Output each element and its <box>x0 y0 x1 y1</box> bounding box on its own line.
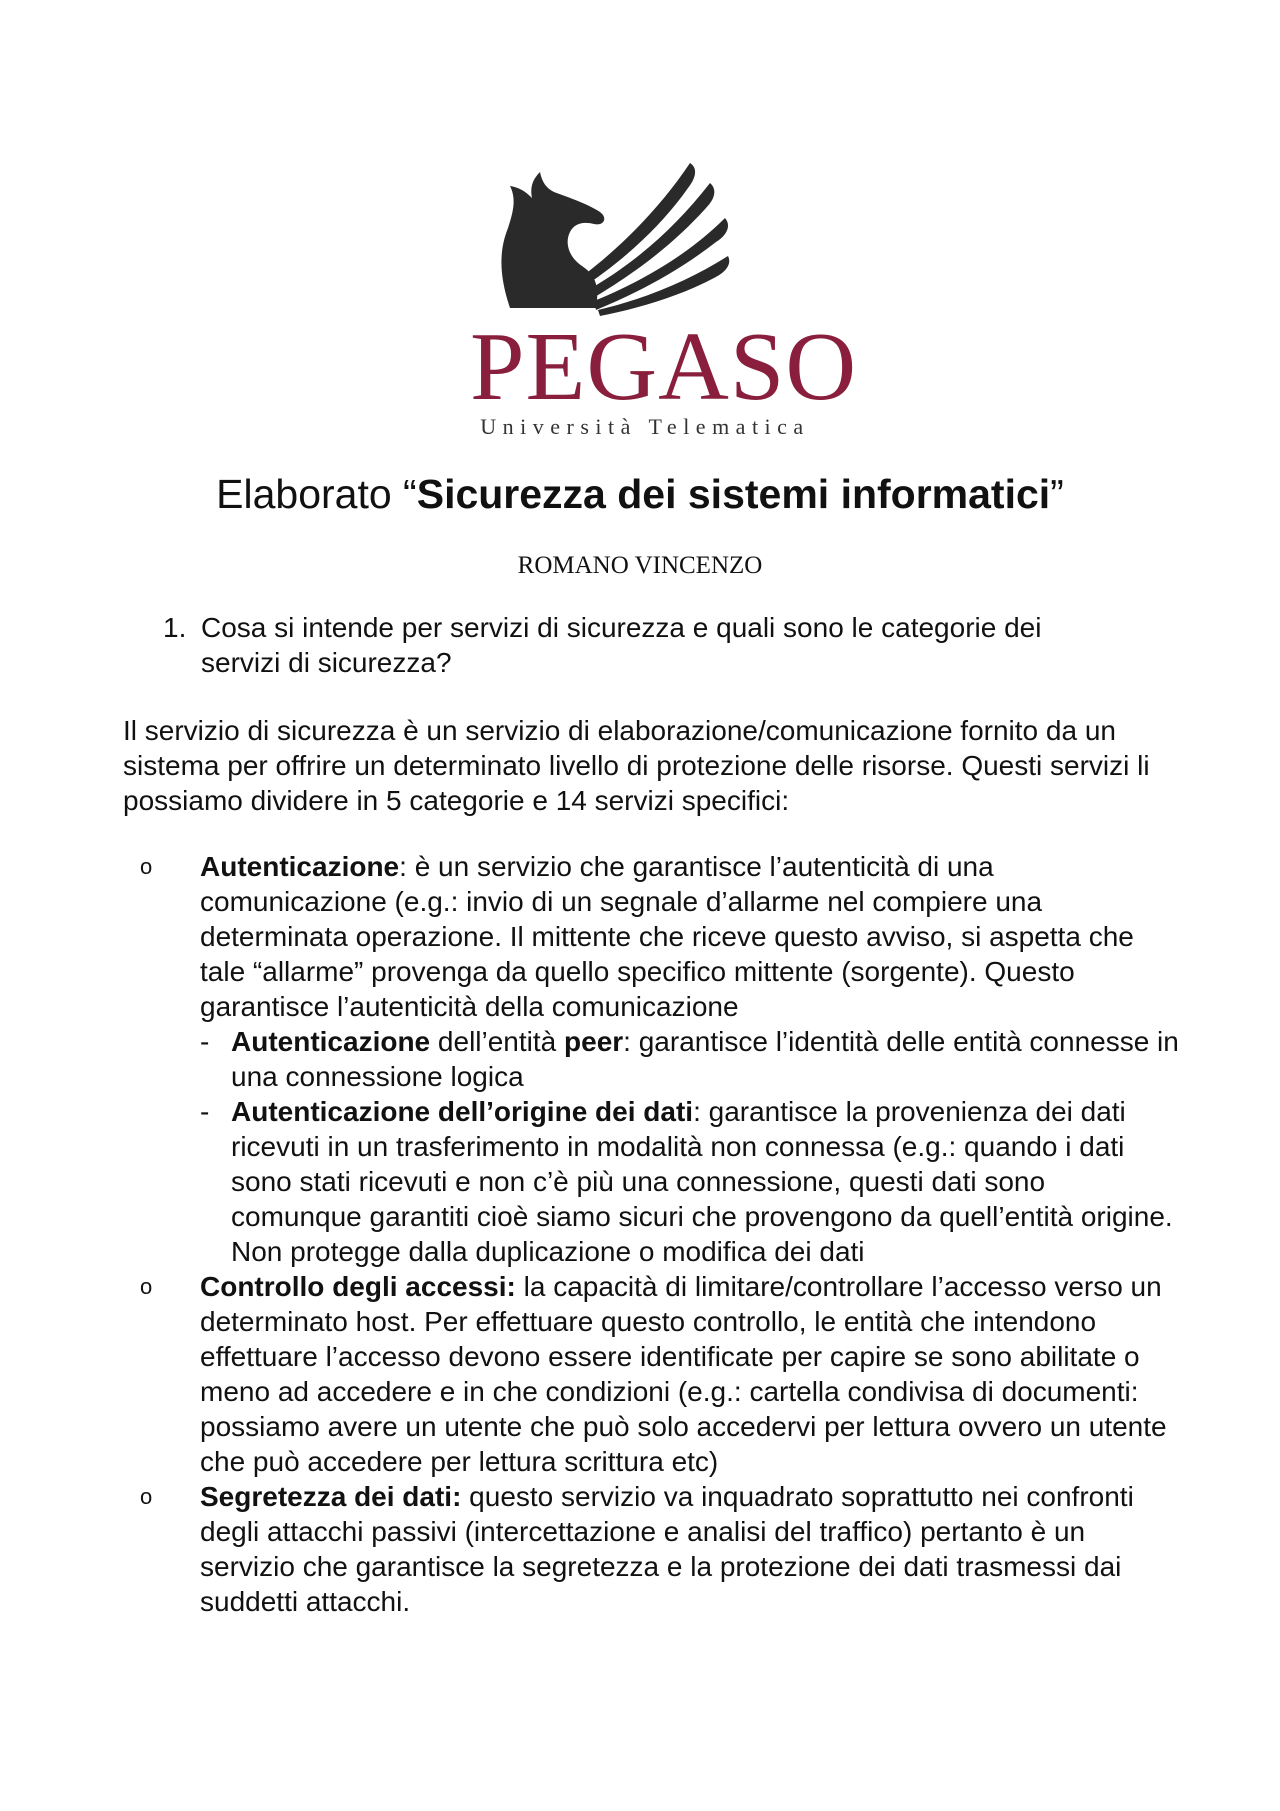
title-prefix: Elaborato “ <box>216 471 417 517</box>
logo-subtitle: Università Telematica <box>480 414 810 439</box>
bullet-heading: Segretezza dei dati: <box>200 1481 462 1512</box>
title-bold: Sicurezza dei sistemi informatici <box>416 471 1051 517</box>
intro-paragraph: Il servizio di sicurezza è un servizio di elaborazione/comunicazione fornito da un sistema per offrire un determinato livello di protezione delle risorse. Questi servizi li possiamo dividere in 5 categorie e 14 servizi specifici: <box>123 715 1150 816</box>
bullet-body: : è un servizio che garantisce l’autenticità di una comunicazione (e.g.: invio di un segnale d’allarme nel compiere una determinata operazione. Il mittente che riceve questo avviso, si aspetta che tale “allarme” provenga da quello specifico mittente (sorgente). Questo garantisce l’autenticità della comunicazione <box>200 851 1134 1022</box>
list-item <box>0 849 1280 1269</box>
question-number: 1. <box>163 612 187 643</box>
sub-text <box>231 1094 1181 1269</box>
bullet-text <box>200 1269 1180 1479</box>
sub-body-2: : garantisce l’identità delle entità connesse in una connessione logica <box>231 1026 1179 1092</box>
pegasus-icon <box>470 158 820 318</box>
title-suffix: ” <box>1050 471 1064 517</box>
bullet-body: la capacità di limitare/controllare l’accesso verso un determinato host. Per effettuare questo controllo, le entità che intendono effettuare l’accesso devono essere identificate per capire se sono abilitate o meno ad accedere e in che condizioni (e.g.: cartella condivisa di documenti: possiamo avere un utente che può solo accedervi per lettura ovvero un utente che può accedere per lettura scrittura etc) <box>200 1271 1167 1477</box>
document-title <box>0 470 1280 519</box>
university-logo <box>470 158 858 448</box>
bullet-body: questo servizio va inquadrato soprattutto nei confronti degli attacchi passivi (intercettazione e analisi del traffico) pertanto è un servizio che garantisce la segretezza e la protezione dei dati trasmessi dai suddetti attacchi. <box>200 1481 1134 1617</box>
bullet-heading: Autenticazione <box>200 851 400 882</box>
list-item <box>0 1479 1280 1619</box>
bullet-text <box>200 849 1180 1024</box>
dash-marker: - <box>200 1096 210 1127</box>
sub-list-item <box>0 1024 1280 1094</box>
sub-text <box>231 1024 1181 1094</box>
sub-heading: Autenticazione <box>231 1026 431 1057</box>
logo-wordmark: PEGASO <box>470 313 858 421</box>
bullet-marker: o <box>140 1274 153 1299</box>
sub-body: : garantisce la provenienza dei dati ricevuti in un trasferimento in modalità non connessa (e.g.: quando i dati sono stati ricevuti e non c’è più una connessione, questi dati sono comunque garantiti cioè siamo sicuri che provengono da quell’entità origine. Non protegge dalla duplicazione o modifica dei dati <box>231 1096 1173 1267</box>
dash-marker: - <box>200 1026 210 1057</box>
question-text: Cosa si intende per servizi di sicurezza e quali sono le categorie dei servizi di sicurezza? <box>201 612 1042 678</box>
bullet-list <box>0 849 1280 1619</box>
author-name: ROMANO VINCENZO <box>517 552 763 579</box>
sub-body: dell’entità <box>430 1026 565 1057</box>
sub-heading-2: peer <box>564 1026 624 1057</box>
sub-list-item <box>0 1094 1280 1269</box>
bullet-marker: o <box>140 854 153 879</box>
bullet-marker: o <box>140 1484 153 1509</box>
list-item <box>0 1269 1280 1479</box>
sub-heading: Autenticazione dell’origine dei dati <box>231 1096 694 1127</box>
bullet-text <box>200 1479 1180 1619</box>
bullet-heading: Controllo degli accessi: <box>200 1271 516 1302</box>
